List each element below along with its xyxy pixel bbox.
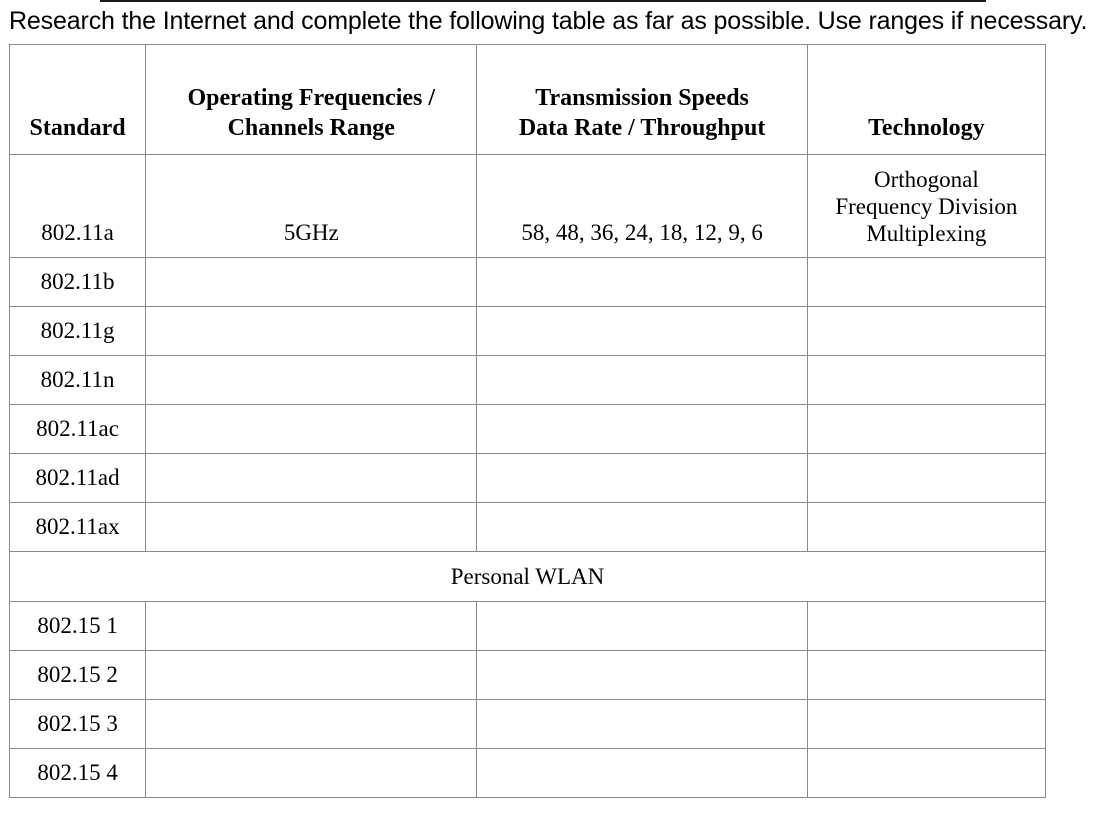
section-row-personal-wlan	[10, 552, 1046, 602]
technology-line: Multiplexing	[866, 221, 987, 246]
frequency-cell[interactable]	[146, 307, 477, 356]
wireless-standards-table	[9, 44, 1046, 798]
frequency-cell[interactable]	[146, 749, 477, 798]
table-row	[10, 651, 1046, 700]
header-technology: Technology	[807, 45, 1045, 155]
technology-cell[interactable]	[807, 356, 1045, 405]
technology-cell[interactable]	[807, 307, 1045, 356]
top-rule	[100, 0, 986, 2]
header-speeds	[477, 45, 807, 155]
table-row	[10, 454, 1046, 503]
technology-cell[interactable]	[807, 405, 1045, 454]
section-label: Personal WLAN	[10, 552, 1046, 602]
header-frequencies-line1: Operating Frequencies /	[187, 85, 436, 111]
standard-cell: 802.11ax	[10, 503, 146, 552]
table-row	[10, 258, 1046, 307]
speed-cell[interactable]	[477, 503, 807, 552]
table-row	[10, 749, 1046, 798]
standard-cell: 802.11ac	[10, 405, 146, 454]
frequency-cell[interactable]	[146, 356, 477, 405]
table-row	[10, 503, 1046, 552]
frequency-cell[interactable]	[146, 651, 477, 700]
standard-cell: 802.15 2	[10, 651, 146, 700]
frequency-cell[interactable]	[146, 454, 477, 503]
header-speeds-line1: Transmission Speeds	[535, 85, 749, 111]
standard-cell: 802.15 3	[10, 700, 146, 749]
speed-cell[interactable]	[477, 602, 807, 651]
speed-cell[interactable]	[477, 356, 807, 405]
speed-cell[interactable]	[477, 405, 807, 454]
table-header-row	[10, 45, 1046, 155]
speed-cell[interactable]	[477, 651, 807, 700]
frequency-cell[interactable]: 5GHz	[146, 155, 477, 258]
header-standard: Standard	[10, 45, 146, 155]
speed-cell[interactable]: 58, 48, 36, 24, 18, 12, 9, 6	[477, 155, 807, 258]
technology-cell[interactable]	[807, 749, 1045, 798]
standard-cell: 802.11b	[10, 258, 146, 307]
table-row	[10, 602, 1046, 651]
standard-cell: 802.15 1	[10, 602, 146, 651]
frequency-cell[interactable]	[146, 700, 477, 749]
technology-line: Frequency Division	[835, 194, 1018, 219]
header-frequencies	[146, 45, 477, 155]
technology-cell[interactable]	[807, 503, 1045, 552]
standard-cell: 802.11n	[10, 356, 146, 405]
standard-cell: 802.15 4	[10, 749, 146, 798]
table-row	[10, 307, 1046, 356]
speed-cell[interactable]	[477, 454, 807, 503]
table-row	[10, 405, 1046, 454]
technology-cell[interactable]	[807, 700, 1045, 749]
header-speeds-line2: Data Rate / Throughput	[518, 115, 766, 141]
frequency-cell[interactable]	[146, 258, 477, 307]
table-row	[10, 155, 1046, 258]
frequency-cell[interactable]	[146, 405, 477, 454]
table-row	[10, 700, 1046, 749]
frequency-cell[interactable]	[146, 602, 477, 651]
frequency-cell[interactable]	[146, 503, 477, 552]
speed-cell[interactable]	[477, 749, 807, 798]
speed-cell[interactable]	[477, 258, 807, 307]
standard-cell: 802.11a	[10, 155, 146, 258]
technology-cell[interactable]	[807, 155, 1045, 258]
technology-cell[interactable]	[807, 602, 1045, 651]
technology-cell[interactable]	[807, 258, 1045, 307]
technology-cell[interactable]	[807, 651, 1045, 700]
speed-cell[interactable]	[477, 700, 807, 749]
standard-cell: 802.11ad	[10, 454, 146, 503]
table-row	[10, 356, 1046, 405]
standard-cell: 802.11g	[10, 307, 146, 356]
technology-cell[interactable]	[807, 454, 1045, 503]
instructions-text: Research the Internet and complete the following table as far as possible. Use ranges if necessary.	[9, 7, 1088, 35]
technology-line: Orthogonal	[873, 167, 979, 192]
speed-cell[interactable]	[477, 307, 807, 356]
header-frequencies-line2: Channels Range	[227, 115, 395, 141]
